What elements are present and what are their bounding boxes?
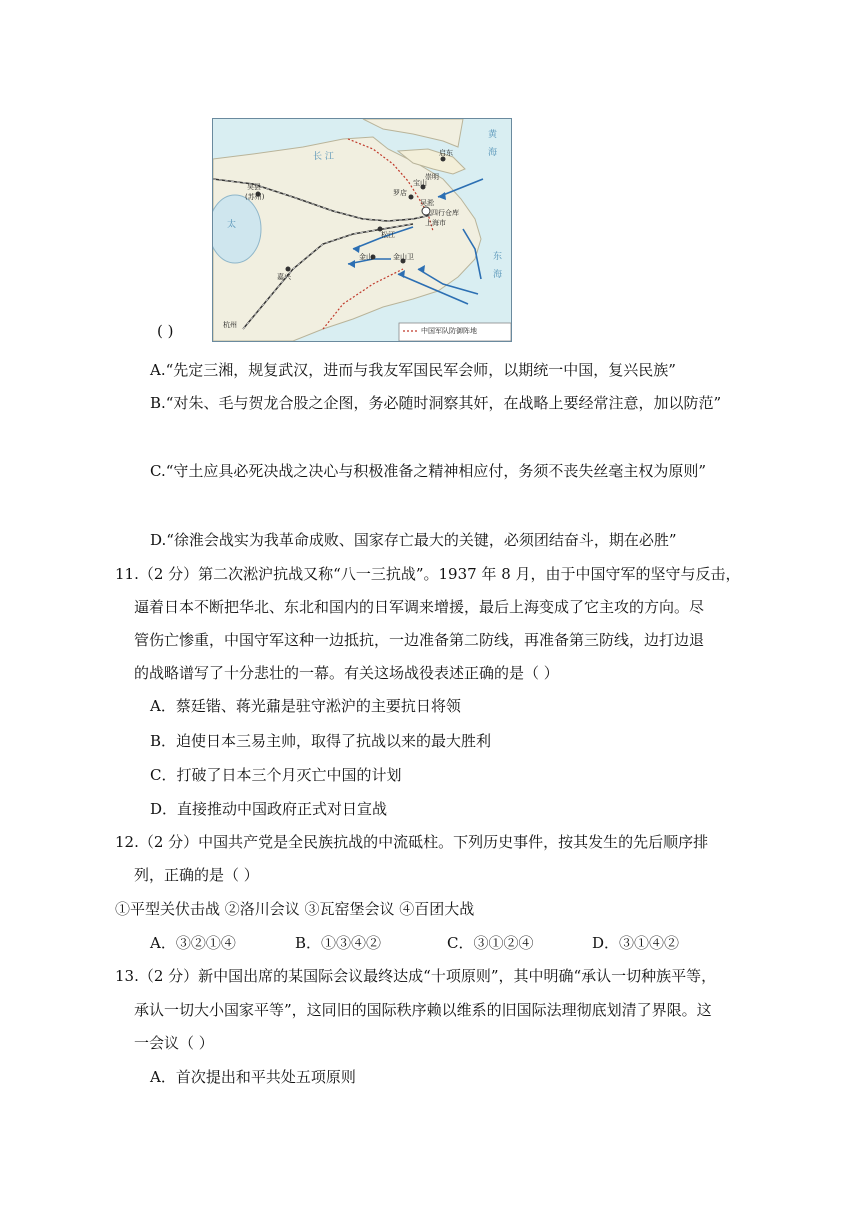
label-shanghai: 上海市 [425, 219, 446, 227]
q12-stem-line-2: 列，正确的是（ ） [134, 866, 259, 884]
label-suzhou: (苏州) [245, 193, 265, 201]
q11-option-a: A．蔡廷锴、蒋光鼐是驻守淞沪的主要抗日将领 [150, 697, 461, 715]
battle-map [212, 118, 512, 342]
q10-paren: ( ) [157, 322, 174, 340]
q10-option-d: D.“徐淮会战实为我革命成败、国家存亡最大的关键，必须团结奋斗，期在必胜” [150, 531, 677, 549]
q11-option-b: B．迫使日本三易主帅，取得了抗战以来的最大胜利 [150, 732, 492, 750]
q13-stem-line-1: 13.（2 分）新中国出席的某国际会议最终达成“十项原则”，其中明确“承认一切种族平等， [115, 967, 717, 985]
label-baoshan: 宝山 [413, 179, 427, 187]
label-songjiang: 松江 [381, 231, 395, 239]
q11-option-c: C．打破了日本三个月灭亡中国的计划 [150, 766, 402, 784]
label-jinshanwei: 金山卫 [393, 253, 414, 261]
q11-stem-line-4: 的战略谱写了十分悲壮的一幕。有关这场战役表述正确的是（ ） [134, 664, 559, 682]
q13-stem-line-2: 承认一切大小国家平等”，这同旧的国际秩序赖以维系的旧国际法理彻底划清了界限。这 [134, 1001, 712, 1019]
q13-stem-line-3: 一会议（ ） [134, 1034, 214, 1052]
legend-defense: 中国军队防御阵地 [421, 327, 477, 335]
q11-stem-line-3: 管伤亡惨重，中国守军这种一边抵抗，一边准备第二防线，再准备第三防线，边打边退 [134, 631, 705, 649]
q12-events: ①平型关伏击战 ②洛川会议 ③瓦窑堡会议 ④百团大战 [115, 900, 475, 918]
q11-stem-line-2: 逼着日本不断把华北、东北和国内的日军调来增援，最后上海变成了它主攻的方向。尽 [134, 598, 705, 616]
q10-option-a: A.“先定三湘，规复武汉，进而与我友军国民军会师，以期统一中国，复兴民族” [150, 361, 676, 379]
label-jiaxing: 嘉兴 [277, 273, 291, 281]
q10-option-b: B.“对朱、毛与贺龙合股之企图，务必随时洞察其奸，在战略上要经常注意，加以防范” [150, 394, 722, 412]
label-jinshan: 金山 [359, 253, 373, 261]
label-qidong: 启东 [439, 149, 453, 157]
label-sea-1: 黄 [488, 130, 498, 140]
q13-option-a: A．首次提出和平共处五项原则 [150, 1068, 356, 1086]
label-sea-3: 东 [493, 252, 503, 262]
q10-option-c: C.“守土应具必死决战之决心与积极准备之精神相应付，务须不丧失丝毫主权为原则” [150, 462, 707, 480]
label-chongming: 崇明 [425, 173, 439, 181]
q12-option-a: A．③②①④ [150, 934, 236, 952]
taihu-lake [213, 195, 261, 263]
label-wuxian: 吴县 [247, 183, 261, 191]
label-wusong: 吴淞 [420, 199, 434, 207]
q12-stem-line-1: 12.（2 分）中国共产党是全民族抗战的中流砥柱。下列历史事件，按其发生的先后顺序排 [115, 833, 709, 851]
q12-option-d: D．③①④② [592, 934, 680, 952]
label-sea-4: 海 [493, 270, 503, 280]
q12-option-b: B．①③④② [295, 934, 382, 952]
label-hangzhou: 杭州 [223, 321, 237, 329]
label-sea-2: 海 [488, 148, 498, 158]
q12-option-c: C．③①②④ [447, 934, 534, 952]
q11-stem-line-1: 11.（2 分）第二次淞沪抗战又称“八一三抗战”。1937 年 8 月，由于中国守军的坚守与反击， [115, 565, 741, 583]
label-taihu: 太 [227, 220, 237, 230]
label-luodian: 罗店 [393, 189, 407, 197]
label-sihang: 四行仓库 [431, 209, 459, 217]
q11-option-d: D．直接推动中国政府正式对日宣战 [150, 800, 388, 818]
label-yangtze: 长 江 [313, 152, 334, 162]
